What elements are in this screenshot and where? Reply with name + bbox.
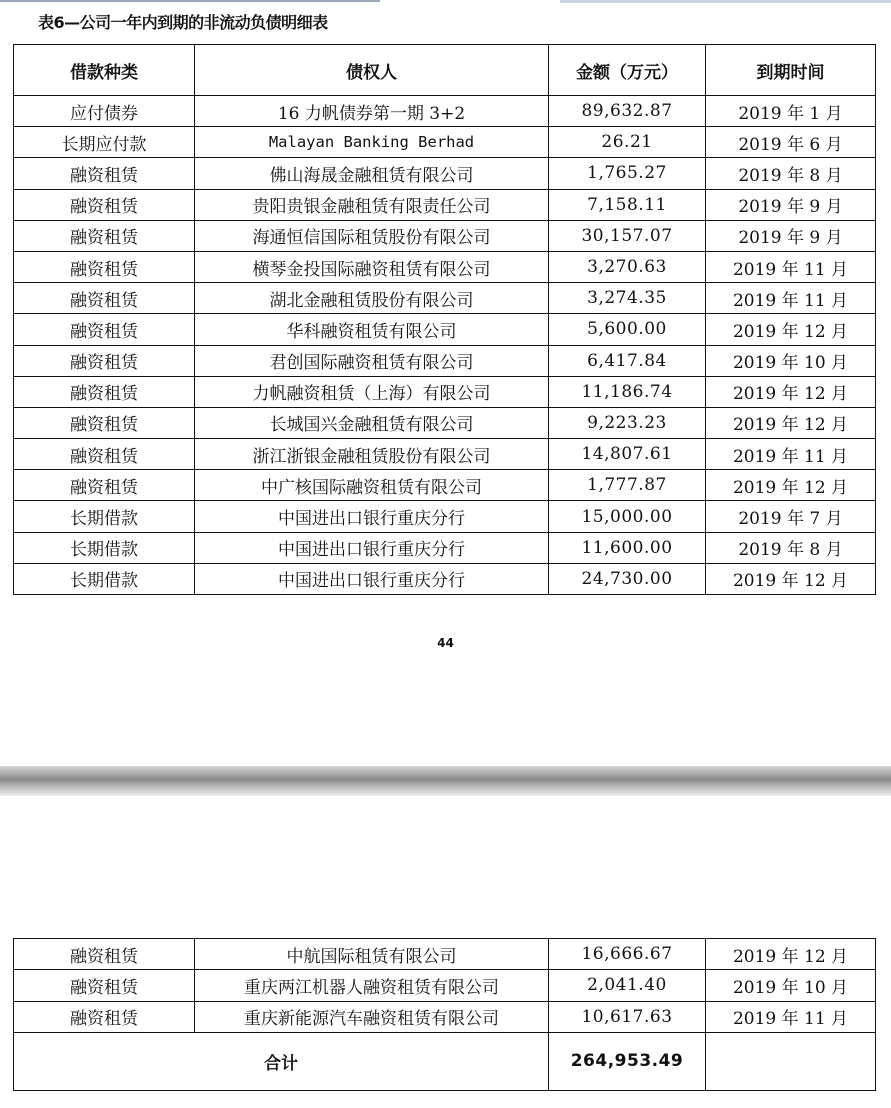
total-amount: 264,953.49 <box>549 1032 706 1090</box>
cell-maturity: 2019 年 9 月 <box>706 189 876 220</box>
cell-maturity: 2019 年 12 月 <box>706 563 876 594</box>
table-row <box>14 439 876 470</box>
cell-creditor: 力帆融资租赁（上海）有限公司 <box>195 376 549 407</box>
header-row <box>14 45 876 96</box>
cell-maturity: 2019 年 12 月 <box>706 470 876 501</box>
cell-maturity: 2019 年 1 月 <box>706 96 876 127</box>
cell-maturity: 2019 年 8 月 <box>706 158 876 189</box>
table-row <box>14 407 876 438</box>
top-rule-left <box>0 0 380 2</box>
cell-amount: 1,777.87 <box>549 470 706 501</box>
table-row <box>14 970 876 1001</box>
table-row <box>14 501 876 532</box>
table-row <box>14 532 876 563</box>
cell-creditor: 华科融资租赁有限公司 <box>195 314 549 345</box>
cell-creditor: 重庆新能源汽车融资租赁有限公司 <box>195 1001 549 1032</box>
table-row <box>14 563 876 594</box>
cell-type: 融资租赁 <box>14 376 195 407</box>
cell-creditor: 海通恒信国际租赁股份有限公司 <box>195 220 549 251</box>
cell-type: 融资租赁 <box>14 970 195 1001</box>
cell-type: 融资租赁 <box>14 158 195 189</box>
cell-creditor: 16 力帆债券第一期 3+2 <box>195 96 549 127</box>
cell-creditor: 中国进出口银行重庆分行 <box>195 563 549 594</box>
total-row <box>14 1032 876 1090</box>
cell-amount: 9,223.23 <box>549 407 706 438</box>
cell-amount: 7,158.11 <box>549 189 706 220</box>
cell-type: 融资租赁 <box>14 939 195 970</box>
cell-maturity: 2019 年 11 月 <box>706 439 876 470</box>
cell-creditor: 君创国际融资租赁有限公司 <box>195 345 549 376</box>
cell-type: 长期借款 <box>14 563 195 594</box>
total-maturity <box>706 1032 876 1090</box>
cell-amount: 5,600.00 <box>549 314 706 345</box>
header-creditor: 债权人 <box>195 45 549 96</box>
debt-table <box>13 44 876 595</box>
cell-creditor: 长城国兴金融租赁有限公司 <box>195 407 549 438</box>
table-title: 表6—公司一年内到期的非流动负债明细表 <box>38 13 328 32</box>
table-row <box>14 189 876 220</box>
total-label: 合计 <box>14 1032 549 1090</box>
table-row <box>14 96 876 127</box>
table-row <box>14 127 876 158</box>
cell-creditor: 重庆两江机器人融资租赁有限公司 <box>195 970 549 1001</box>
cell-amount: 6,417.84 <box>549 345 706 376</box>
cell-creditor: 中国进出口银行重庆分行 <box>195 532 549 563</box>
cell-creditor: 横琴金投国际融资租赁有限公司 <box>195 251 549 282</box>
header-type: 借款种类 <box>14 45 195 96</box>
page-break-divider <box>0 766 891 796</box>
cell-type: 融资租赁 <box>14 189 195 220</box>
cell-amount: 30,157.07 <box>549 220 706 251</box>
cell-amount: 3,270.63 <box>549 251 706 282</box>
cell-creditor: 湖北金融租赁股份有限公司 <box>195 283 549 314</box>
table-row <box>14 251 876 282</box>
cell-amount: 10,617.63 <box>549 1001 706 1032</box>
cell-maturity: 2019 年 10 月 <box>706 970 876 1001</box>
cell-maturity: 2019 年 9 月 <box>706 220 876 251</box>
header-maturity: 到期时间 <box>706 45 876 96</box>
table-row <box>14 345 876 376</box>
cell-amount: 89,632.87 <box>549 96 706 127</box>
table-row <box>14 470 876 501</box>
table-row <box>14 158 876 189</box>
cell-creditor: Malayan Banking Berhad <box>195 127 549 158</box>
cell-amount: 14,807.61 <box>549 439 706 470</box>
cell-creditor: 中国进出口银行重庆分行 <box>195 501 549 532</box>
cell-maturity: 2019 年 11 月 <box>706 251 876 282</box>
table-row <box>14 376 876 407</box>
cell-amount: 11,186.74 <box>549 376 706 407</box>
cell-type: 融资租赁 <box>14 220 195 251</box>
cell-maturity: 2019 年 7 月 <box>706 501 876 532</box>
cell-amount: 11,600.00 <box>549 532 706 563</box>
cell-type: 长期借款 <box>14 532 195 563</box>
cell-maturity: 2019 年 11 月 <box>706 283 876 314</box>
cell-maturity: 2019 年 6 月 <box>706 127 876 158</box>
table-row <box>14 939 876 970</box>
table-row <box>14 220 876 251</box>
cell-type: 融资租赁 <box>14 407 195 438</box>
cell-amount: 15,000.00 <box>549 501 706 532</box>
cell-creditor: 佛山海晟金融租赁有限公司 <box>195 158 549 189</box>
cell-type: 融资租赁 <box>14 439 195 470</box>
cell-maturity: 2019 年 12 月 <box>706 376 876 407</box>
cell-type: 融资租赁 <box>14 470 195 501</box>
cell-type: 融资租赁 <box>14 314 195 345</box>
table-row <box>14 314 876 345</box>
cell-amount: 16,666.67 <box>549 939 706 970</box>
cell-type: 融资租赁 <box>14 1001 195 1032</box>
cell-amount: 26.21 <box>549 127 706 158</box>
cell-type: 长期借款 <box>14 501 195 532</box>
table-row <box>14 283 876 314</box>
cell-maturity: 2019 年 11 月 <box>706 1001 876 1032</box>
top-rule <box>0 0 891 4</box>
cell-type: 融资租赁 <box>14 283 195 314</box>
cell-amount: 24,730.00 <box>549 563 706 594</box>
header-amount: 金额（万元） <box>549 45 706 96</box>
debt-table-continued <box>13 938 876 1091</box>
cell-type: 长期应付款 <box>14 127 195 158</box>
cell-maturity: 2019 年 12 月 <box>706 314 876 345</box>
cell-amount: 2,041.40 <box>549 970 706 1001</box>
cell-amount: 3,274.35 <box>549 283 706 314</box>
cell-creditor: 浙江浙银金融租赁股份有限公司 <box>195 439 549 470</box>
cell-type: 融资租赁 <box>14 251 195 282</box>
cell-amount: 1,765.27 <box>549 158 706 189</box>
table-row <box>14 1001 876 1032</box>
cell-maturity: 2019 年 8 月 <box>706 532 876 563</box>
cell-type: 应付债券 <box>14 96 195 127</box>
cell-maturity: 2019 年 10 月 <box>706 345 876 376</box>
top-rule-right <box>560 0 891 3</box>
cell-creditor: 中航国际租赁有限公司 <box>195 939 549 970</box>
cell-maturity: 2019 年 12 月 <box>706 939 876 970</box>
cell-creditor: 贵阳贵银金融租赁有限责任公司 <box>195 189 549 220</box>
cell-type: 融资租赁 <box>14 345 195 376</box>
cell-maturity: 2019 年 12 月 <box>706 407 876 438</box>
page-number: 44 <box>437 636 454 650</box>
cell-creditor: 中广核国际融资租赁有限公司 <box>195 470 549 501</box>
